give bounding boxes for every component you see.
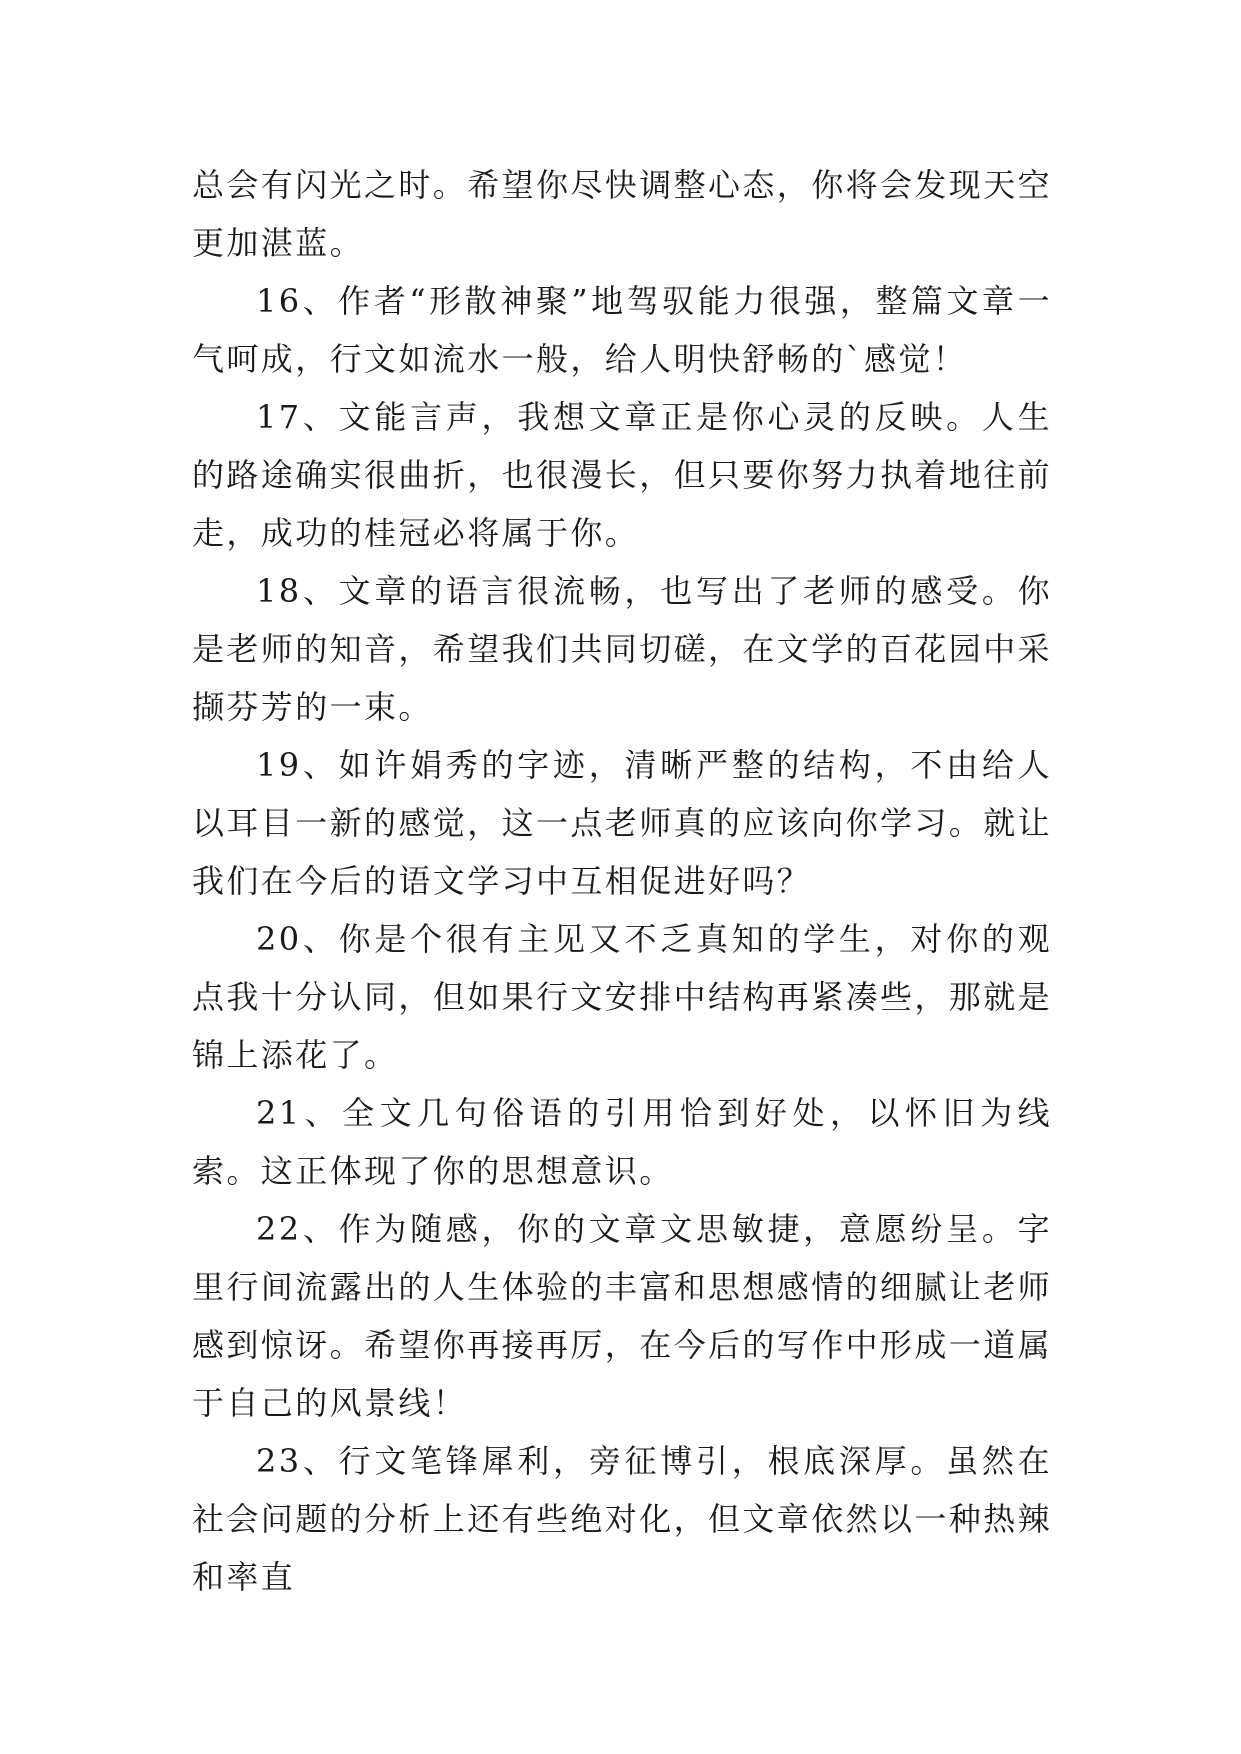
paragraph-17: 17、文能言声，我想文章正是你心灵的反映。人生的路途确实很曲折，也很漫长，但只要你努力执着地往前走，成功的桂冠必将属于你。 — [192, 398, 1053, 552]
paragraph-18: 18、文章的语言很流畅，也写出了老师的感受。你是老师的知音，希望我们共同切磋，在文学的百花园中采撷芬芳的一束。 — [192, 572, 1053, 726]
paragraph-22: 22、作为随感，你的文章文思敏捷，意愿纷呈。字里行间流露出的人生体验的丰富和思想感情的细腻让老师感到惊讶。希望你再接再厉，在今后的写作中形成一道属于自己的风景线！ — [192, 1210, 1053, 1422]
paragraph-20: 20、你是个很有主见又不乏真知的学生，对你的观点我十分认同，但如果行文安排中结构再紧凑些，那就是锦上添花了。 — [192, 920, 1053, 1074]
document-body — [192, 156, 1052, 1606]
paragraph-23: 23、行文笔锋犀利，旁征博引，根底深厚。虽然在社会问题的分析上还有些绝对化，但文章依然以一种热辣和率直 — [192, 1442, 1053, 1596]
paragraph-continuation: 总会有闪光之时。希望你尽快调整心态，你将会发现天空更加湛蓝。 — [192, 166, 1053, 262]
paragraph-16: 16、作者“形散神聚”地驾驭能力很强，整篇文章一气呵成，行文如流水一般，给人明快舒畅的`感觉！ — [192, 282, 1052, 378]
paragraph-21: 21、全文几句俗语的引用恰到好处，以怀旧为线索。这正体现了你的思想意识。 — [192, 1094, 1052, 1190]
paragraph-19: 19、如许娟秀的字迹，清晰严整的结构，不由给人以耳目一新的感觉，这一点老师真的应该向你学习。就让我们在今后的语文学习中互相促进好吗？ — [192, 746, 1053, 900]
